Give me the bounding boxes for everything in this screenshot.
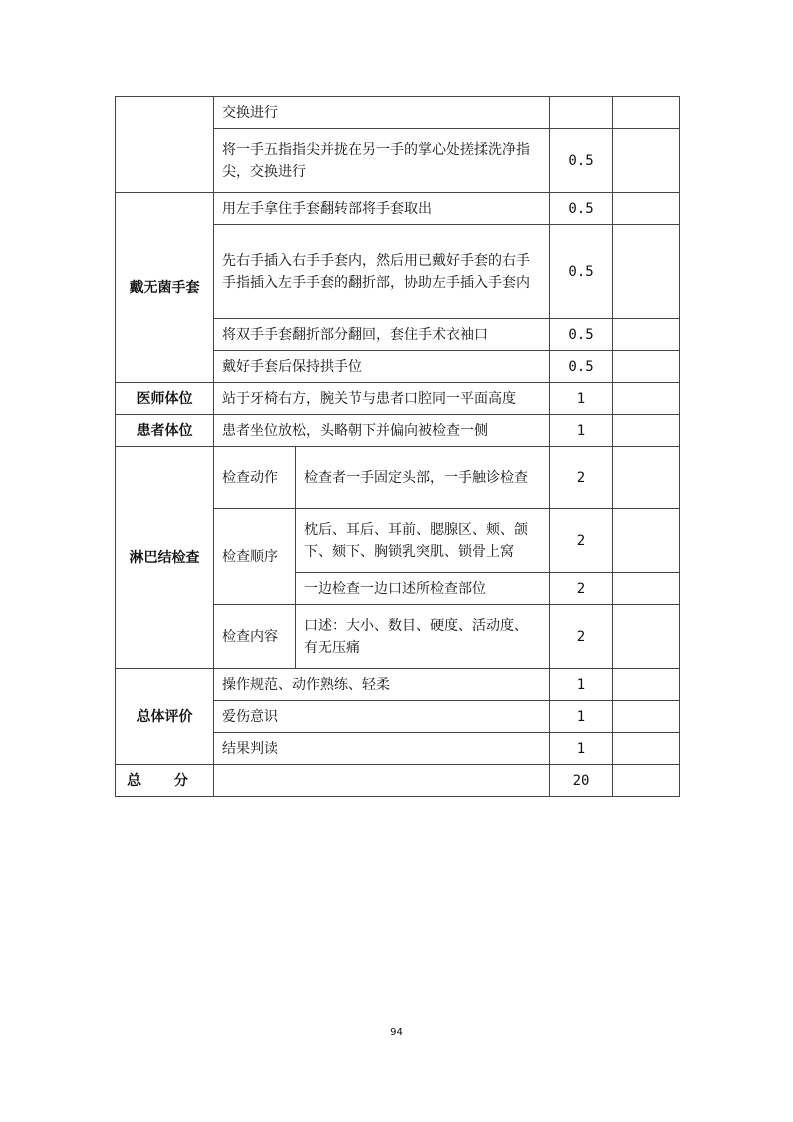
table-row (116, 415, 680, 447)
table-row (116, 447, 680, 509)
table-row (116, 193, 680, 225)
item-text: 患者坐位放松，头略朝下并偏向被检查一侧 (214, 415, 550, 447)
score-cell: 1 (550, 669, 613, 701)
total-label: 总 分 (116, 765, 214, 797)
item-text: 用左手拿住手套翻转部将手套取出 (214, 193, 550, 225)
table-row (116, 383, 680, 415)
deduction-cell (613, 701, 680, 733)
item-text: 交换进行 (214, 97, 550, 129)
category-overall: 总体评价 (116, 669, 214, 765)
score-cell: 2 (550, 573, 613, 605)
deduction-cell (613, 733, 680, 765)
score-cell: 2 (550, 605, 613, 669)
score-cell: 1 (550, 701, 613, 733)
category-doctor-position: 医师体位 (116, 383, 214, 415)
item-text: 口述：大小、数目、硬度、活动度、有无压痛 (296, 605, 550, 669)
scoring-table (115, 96, 680, 797)
deduction-cell (613, 383, 680, 415)
page-number: 94 (390, 1027, 403, 1038)
deduction-cell (613, 765, 680, 797)
score-cell (550, 97, 613, 129)
deduction-cell (613, 573, 680, 605)
sub-category: 检查动作 (214, 447, 296, 509)
item-text: 将一手五指指尖并拢在另一手的掌心处搓揉洗净指尖，交换进行 (214, 129, 550, 193)
category-patient-position: 患者体位 (116, 415, 214, 447)
category-glove: 戴无菌手套 (116, 193, 214, 383)
deduction-cell (613, 319, 680, 351)
deduction-cell (613, 351, 680, 383)
item-text: 检查者一手固定头部，一手触诊检查 (296, 447, 550, 509)
score-cell: 2 (550, 509, 613, 573)
score-cell: 2 (550, 447, 613, 509)
item-text: 将双手手套翻折部分翻回，套住手术衣袖口 (214, 319, 550, 351)
item-text: 结果判读 (214, 733, 550, 765)
item-text: 戴好手套后保持拱手位 (214, 351, 550, 383)
deduction-cell (613, 605, 680, 669)
score-cell: 1 (550, 383, 613, 415)
sub-category: 检查顺序 (214, 509, 296, 605)
score-cell: 0.5 (550, 193, 613, 225)
table-row (116, 97, 680, 129)
total-score: 20 (550, 765, 613, 797)
deduction-cell (613, 193, 680, 225)
item-text-empty (214, 765, 550, 797)
score-cell: 1 (550, 415, 613, 447)
deduction-cell (613, 415, 680, 447)
category-cell-empty (116, 97, 214, 193)
score-cell: 0.5 (550, 129, 613, 193)
item-text: 一边检查一边口述所检查部位 (296, 573, 550, 605)
score-cell: 1 (550, 733, 613, 765)
table-row-total (116, 765, 680, 797)
score-cell: 0.5 (550, 319, 613, 351)
item-text: 爱伤意识 (214, 701, 550, 733)
item-text: 枕后、耳后、耳前、腮腺区、颊、颌下、颏下、胸锁乳突肌、锁骨上窝 (296, 509, 550, 573)
score-cell: 0.5 (550, 351, 613, 383)
score-cell: 0.5 (550, 225, 613, 319)
item-text: 站于牙椅右方，腕关节与患者口腔同一平面高度 (214, 383, 550, 415)
category-lymph-exam: 淋巴结检查 (116, 447, 214, 669)
deduction-cell (613, 97, 680, 129)
item-text: 操作规范、动作熟练、轻柔 (214, 669, 550, 701)
deduction-cell (613, 509, 680, 573)
deduction-cell (613, 225, 680, 319)
sub-category: 检查内容 (214, 605, 296, 669)
deduction-cell (613, 447, 680, 509)
deduction-cell (613, 129, 680, 193)
item-text: 先右手插入右手手套内，然后用已戴好手套的右手手指插入左手手套的翻折部，协助左手插入手套内 (214, 225, 550, 319)
table-row (116, 669, 680, 701)
deduction-cell (613, 669, 680, 701)
